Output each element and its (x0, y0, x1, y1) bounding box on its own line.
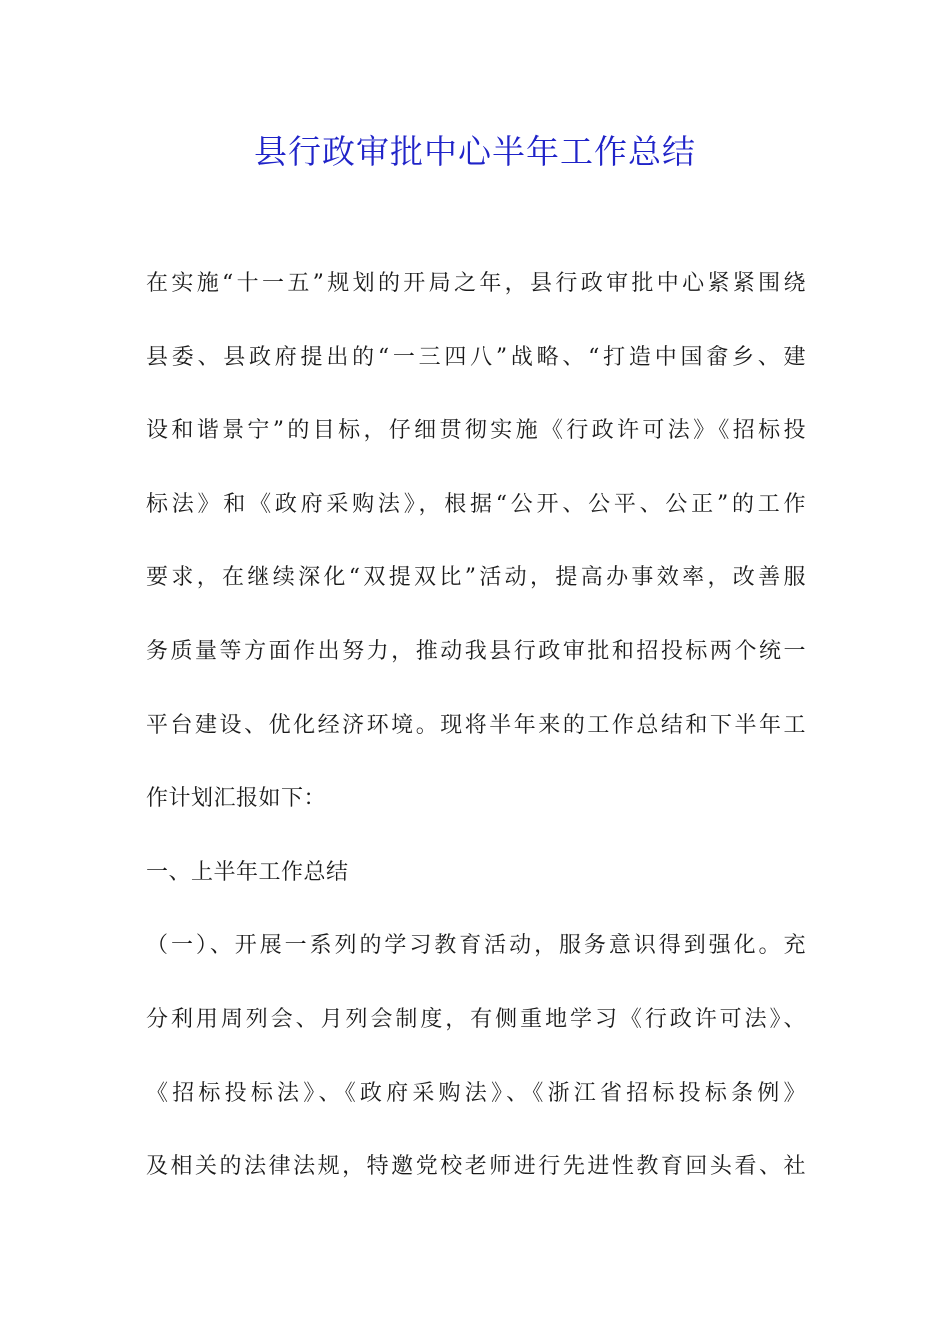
paragraph-line: 及相关的法律法规，特邀党校老师进行先进性教育回头看、社 (146, 1154, 806, 1180)
paragraph-line: 分利用周列会、月列会制度，有侧重地学习《行政许可法》、 (146, 1006, 806, 1032)
paragraph-line: 《招标投标法》、《政府采购法》、《浙江省招标投标条例》 (146, 1080, 806, 1106)
paragraph-line: 要求，在继续深化“双提双比”活动，提高办事效率，改善服 (146, 565, 806, 591)
paragraph-line: 平台建设、优化经济环境。现将半年来的工作总结和下半年工 (146, 712, 806, 738)
paragraph-line: 设和谐景宁”的目标，仔细贯彻实施《行政许可法》《招标投 (146, 418, 806, 444)
paragraph-line: 务质量等方面作出努力，推动我县行政审批和招投标两个统一 (146, 638, 806, 664)
paragraph-line: （一）、开展一系列的学习教育活动，服务意识得到强化。充 (146, 933, 806, 959)
document-body (146, 262, 806, 1219)
document-title: 县行政审批中心半年工作总结 (254, 132, 696, 171)
paragraph-line: 作计划汇报如下： (146, 786, 327, 812)
paragraph-line: 在实施“十一五”规划的开局之年，县行政审批中心紧紧围绕 (146, 271, 806, 296)
paragraph-line: 县委、县政府提出的“一三四八”战略、“打造中国畲乡、建 (146, 344, 806, 370)
paragraph-line: 标法》和《政府采购法》，根据“公开、公平、公正”的工作 (146, 491, 806, 517)
section-heading: 一、上半年工作总结 (146, 859, 349, 885)
